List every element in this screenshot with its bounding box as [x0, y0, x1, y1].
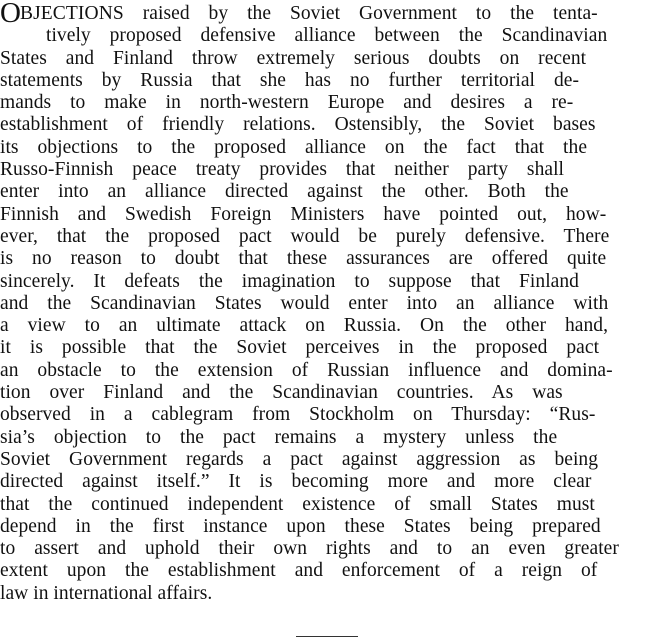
article-line-11: ever, that the proposed pact would be purely defensive. There [0, 225, 610, 247]
article-line-2: tively proposed defensive alliance between the Scandinavian [46, 25, 608, 47]
article-line-3: States and Finland throw extremely serious doubts on recent [0, 47, 587, 69]
article-line-7: its objections to the proposed alliance on the fact that the [0, 136, 588, 158]
article-line-20: sia’s objection to the pact remains a mystery unless the [0, 426, 558, 448]
article-line-18: tion over Finland and the Scandinavian countries. As was [0, 382, 563, 404]
lead-caps: BJECTIONS [20, 3, 124, 24]
article-line-27: law in international affairs. [0, 582, 213, 604]
article-line-21: Soviet Government regards a pact against aggression as being [0, 448, 599, 470]
article-line-8: Russo-Finnish peace treaty provides that neither party shall [0, 159, 565, 181]
article-line-24: depend in the first instance upon these States being prepared [0, 515, 601, 537]
article-line-22: directed against itself.” It is becoming more and more clear [0, 471, 592, 493]
article-line-1-text: raised by the Soviet Government to the tenta- [123, 3, 598, 24]
article-line-4: statements by Russia that she has no further territorial de- [0, 69, 580, 91]
article-line-23: that the continued independent existence of small States must [0, 493, 595, 515]
article-line-10: Finnish and Swedish Foreign Ministers have pointed out, how- [0, 203, 607, 225]
article-line-26: extent upon the establishment and enforcement of a reign of [0, 560, 598, 582]
end-rule-divider [296, 636, 358, 637]
article-line-1 [0, 0, 654, 29]
drop-cap: O [0, 0, 21, 29]
article-line-17: an obstacle to the extension of Russian influence and domina- [0, 359, 613, 381]
article-line-9: enter into an alliance directed against the other. Both the [0, 181, 569, 203]
article-line-5: mands to make in north-western Europe and desires a re- [0, 92, 574, 114]
article-line-16: it is possible that the Soviet perceives in the proposed pact [0, 337, 600, 359]
article-line-13: sincerely. It defeats the imagination to suppose that Finland [0, 270, 579, 292]
article-line-6: establishment of friendly relations. Ostensibly, the Soviet bases [0, 114, 596, 136]
article-line-19: observed in a cablegram from Stockholm on Thursday: “Rus- [0, 404, 596, 426]
article-line-15: a view to an ultimate attack on Russia. On the other hand, [0, 315, 608, 337]
article-line-14: and the Scandinavian States would enter into an alliance with [0, 292, 609, 314]
article-line-12: is no reason to doubt that these assurances are offered quite [0, 248, 607, 270]
article-line-25: to assert and uphold their own rights and to an even greater [0, 538, 619, 560]
